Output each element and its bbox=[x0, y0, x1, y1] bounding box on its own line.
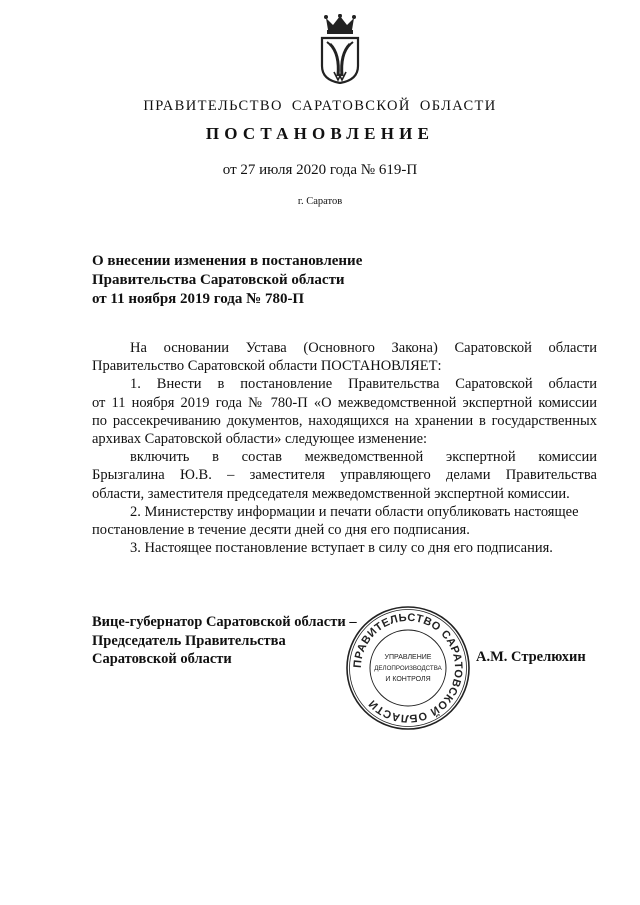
body-line: Брызгалина Ю.В. – заместителя управляющего делами Правительства bbox=[92, 467, 597, 484]
subject-line: Правительства Саратовской области bbox=[92, 272, 345, 288]
document-type-title: ПОСТАНОВЛЕНИЕ bbox=[205, 124, 435, 143]
saratov-coat-of-arms-icon bbox=[316, 14, 364, 84]
body-line: области, заместителя председателя межведомственной экспертной комиссии. bbox=[92, 485, 570, 502]
body-line: 2. Министерству информации и печати области опубликовать настоящее bbox=[130, 503, 579, 520]
document-body bbox=[92, 339, 597, 557]
document-date-number: от 27 июля 2020 года № 619-П bbox=[222, 162, 418, 178]
body-line: включить в состав межведомственной экспертной комиссии bbox=[130, 449, 597, 466]
body-line: архивах Саратовской области» следующее изменение: bbox=[92, 430, 428, 447]
subject-line: от 11 ноября 2019 года № 780-П bbox=[92, 291, 305, 307]
body-line: 3. Настоящее постановление вступает в силу со дня его подписания. bbox=[130, 540, 553, 557]
body-line: от 11 ноября 2019 года № 780-П «О межведомственной экспертной комиссии bbox=[92, 394, 597, 411]
body-line: по рассекречиванию документов, находящихся на хранении в государственных bbox=[92, 412, 597, 429]
body-line: 1. Внести в постановление Правительства Саратовской области bbox=[130, 376, 597, 393]
stamp-center-line: И КОНТРОЛЯ bbox=[385, 676, 431, 683]
body-line: постановление в течение десяти дней со дня его подписания. bbox=[92, 521, 470, 538]
document-subject bbox=[92, 252, 422, 309]
body-line: Правительство Саратовской области ПОСТАНОВЛЯЕТ: bbox=[92, 358, 442, 375]
government-name: ПРАВИТЕЛЬСТВО САРАТОВСКОЙ ОБЛАСТИ bbox=[143, 98, 497, 114]
signatory-name: А.М. Стрелюхин bbox=[476, 649, 586, 665]
signatory-position-line: Вице-губернатор Саратовской области – bbox=[92, 614, 357, 630]
document-city: г. Саратов bbox=[297, 196, 343, 207]
stamp-center-line: УПРАВЛЕНИЕ bbox=[384, 654, 432, 661]
signatory-position-line: Саратовской области bbox=[92, 651, 232, 667]
subject-line: О внесении изменения в постановление bbox=[92, 253, 363, 269]
stamp-ring-text: ПРАВИТЕЛЬСТВО САРАТОВСКОЙ ОБЛАСТИ bbox=[351, 611, 465, 725]
official-stamp bbox=[344, 604, 472, 732]
stamp-center-line: ДЕЛОПРОИЗВОДСТВА bbox=[374, 665, 442, 672]
signatory-position-line: Председатель Правительства bbox=[92, 632, 286, 649]
body-line: На основании Устава (Основного Закона) Саратовской области bbox=[130, 340, 597, 356]
